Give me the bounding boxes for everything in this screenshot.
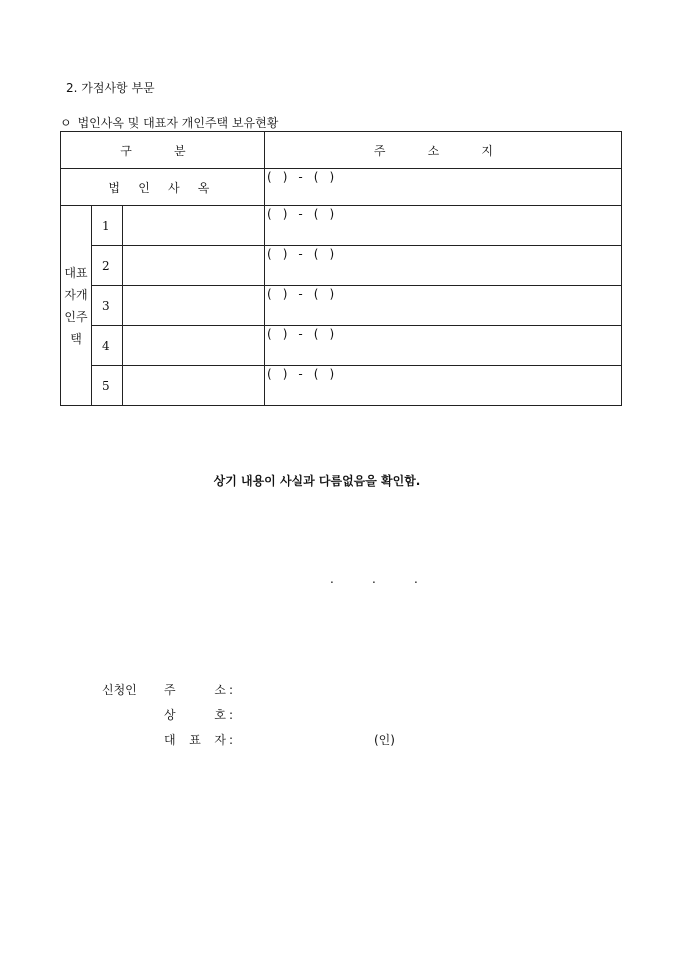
table-row [61, 326, 622, 366]
row-number: 1 [92, 206, 123, 246]
row-name-cell[interactable] [123, 326, 265, 366]
representative-label: 대 표 자 [164, 733, 226, 747]
seal-mark: (인) [374, 733, 395, 747]
table-row [61, 366, 622, 406]
table-row [61, 206, 622, 246]
representative-colon: : [228, 733, 234, 747]
bullet-icon: ㅇ [60, 116, 72, 130]
office-address-cell[interactable]: ( ) - ( ) [265, 169, 622, 206]
date-line[interactable] [330, 572, 456, 586]
address-colon: : [228, 683, 234, 697]
company-field[interactable] [164, 706, 236, 723]
row-name-cell[interactable] [123, 206, 265, 246]
company-colon: : [228, 708, 234, 722]
date-mark: . [372, 572, 376, 586]
row-number: 5 [92, 366, 123, 406]
address-field[interactable] [164, 681, 236, 698]
row-address-cell[interactable]: ( ) - ( ) [265, 326, 622, 366]
header-address: 주 소 지 [265, 132, 622, 169]
row-name-cell[interactable] [123, 246, 265, 286]
side-label-line: 대표 [64, 265, 88, 280]
row-number: 2 [92, 246, 123, 286]
representative-field[interactable] [164, 731, 236, 748]
office-label: 법 인 사 옥 [61, 169, 265, 206]
address-label: 주 소 [164, 683, 226, 697]
side-label-line: 자개 [64, 287, 88, 302]
table-header-row [61, 132, 622, 169]
row-address-cell[interactable]: ( ) - ( ) [265, 286, 622, 326]
office-row [61, 169, 622, 206]
side-label [61, 206, 92, 406]
header-category: 구 분 [61, 132, 265, 169]
company-label: 상 호 [164, 708, 226, 722]
confirmation-statement: 상기 내용이 사실과 다름없음을 확인함. [213, 474, 421, 488]
applicant-title: 신청인 [102, 683, 137, 697]
table-row [61, 286, 622, 326]
row-name-cell[interactable] [123, 366, 265, 406]
row-address-cell[interactable]: ( ) - ( ) [265, 246, 622, 286]
caption-text: 법인사옥 및 대표자 개인주택 보유현황 [77, 116, 279, 130]
date-mark: . [330, 572, 334, 586]
row-address-cell[interactable]: ( ) - ( ) [265, 206, 622, 246]
ownership-table [60, 131, 622, 406]
date-mark: . [414, 572, 418, 586]
table-row [61, 246, 622, 286]
row-name-cell[interactable] [123, 286, 265, 326]
table-caption [60, 114, 278, 131]
section-title: 2. 가점사항 부문 [66, 81, 155, 95]
row-number: 4 [92, 326, 123, 366]
row-number: 3 [92, 286, 123, 326]
row-address-cell[interactable]: ( ) - ( ) [265, 366, 622, 406]
side-label-line: 택 [70, 331, 82, 346]
side-label-line: 인주 [64, 309, 88, 324]
